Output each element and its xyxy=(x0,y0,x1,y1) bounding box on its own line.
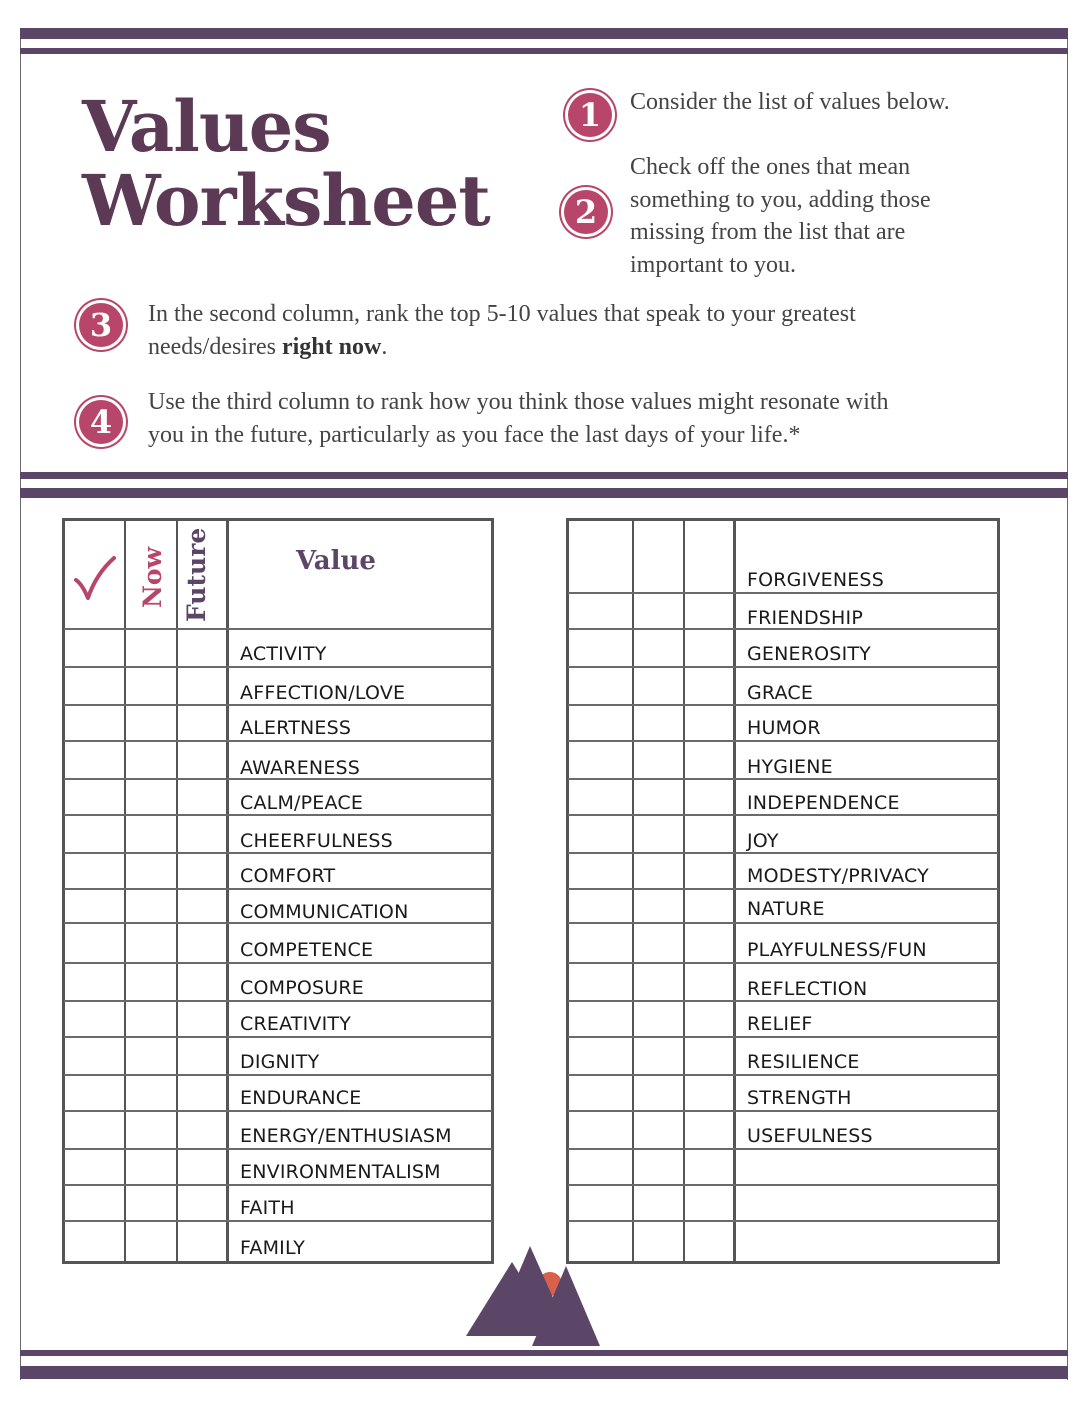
step-2-line: missing from the list that are xyxy=(630,219,906,245)
step-1-badge: 1 xyxy=(568,93,612,137)
step-3-text xyxy=(148,298,856,363)
table-row-line xyxy=(568,814,998,816)
step-2-line: Check off the ones that mean xyxy=(630,154,911,180)
bottom-band-thin xyxy=(20,1350,1068,1356)
value-item: JOY xyxy=(747,830,779,852)
top-band-thick xyxy=(20,28,1068,39)
table-row-line xyxy=(568,852,998,854)
table-row-line xyxy=(568,704,998,706)
title-line-2: Worksheet xyxy=(82,159,490,242)
table-row-line xyxy=(64,1184,492,1186)
future-column-header: Future xyxy=(182,527,211,622)
table-row-line xyxy=(568,1036,998,1038)
table-row-line xyxy=(64,740,492,742)
table-row-line xyxy=(64,1148,492,1150)
value-item: COMMUNICATION xyxy=(240,901,409,923)
value-item: ENDURANCE xyxy=(240,1087,362,1109)
step-4-line-2: you in the future, particularly as you face the last days of your life.* xyxy=(148,421,801,448)
table-row-line xyxy=(64,888,492,890)
value-item: COMFORT xyxy=(240,865,336,887)
value-item: DIGNITY xyxy=(240,1051,320,1073)
value-item: CALM/PEACE xyxy=(240,792,364,814)
table-row-line xyxy=(568,1110,998,1112)
table-row-line xyxy=(64,666,492,668)
value-item: ALERTNESS xyxy=(240,717,352,739)
step-3-line-2-pre: needs/desires xyxy=(148,333,282,360)
table-row-line xyxy=(568,666,998,668)
value-item: ACTIVITY xyxy=(240,643,327,665)
step-2-line: something to you, adding those xyxy=(630,186,931,213)
step-3-badge: 3 xyxy=(79,303,123,347)
bottom-band-thick xyxy=(20,1366,1068,1379)
table-row-line xyxy=(64,1000,492,1002)
value-item: AWARENESS xyxy=(240,757,361,779)
value-item: HUMOR xyxy=(747,717,821,739)
value-column-header: Value xyxy=(296,546,376,576)
value-item: FORGIVENESS xyxy=(747,569,884,591)
value-item: REFLECTION xyxy=(747,978,868,1000)
table-row-line xyxy=(568,922,998,924)
step-2-text xyxy=(630,151,931,281)
value-item: RESILIENCE xyxy=(747,1051,860,1073)
step-4-badge: 4 xyxy=(79,400,123,444)
mountain-sun-icon xyxy=(462,1242,602,1348)
value-item: INDEPENDENCE xyxy=(747,792,900,814)
value-item: COMPOSURE xyxy=(240,977,365,999)
table-row-line xyxy=(64,962,492,964)
table-row-line xyxy=(568,592,998,594)
now-column-header: Now xyxy=(138,546,167,608)
step-3-emphasis: right now xyxy=(281,333,382,360)
step-4-text xyxy=(148,386,889,451)
value-item: CREATIVITY xyxy=(240,1013,352,1035)
value-item: USEFULNESS xyxy=(747,1125,873,1147)
value-item: ENERGY/ENTHUSIASM xyxy=(240,1125,452,1147)
table-row-line xyxy=(568,1220,998,1222)
table-row-line xyxy=(568,1000,998,1002)
table-row-line xyxy=(64,628,492,630)
table-row-line xyxy=(64,852,492,854)
table-row-line xyxy=(64,1220,492,1222)
table-row-line xyxy=(64,704,492,706)
table-row-line xyxy=(568,1074,998,1076)
step-4-line-1: Use the third column to rank how you think those values might resonate with xyxy=(148,389,889,415)
value-item: COMPETENCE xyxy=(240,939,374,961)
check-mark-icon xyxy=(72,554,116,602)
table-row-line xyxy=(64,1036,492,1038)
step-2-line: important to you. xyxy=(630,251,796,278)
value-item: CHEERFULNESS xyxy=(240,830,393,852)
value-item: PLAYFULNESS/FUN xyxy=(747,939,927,961)
table-row-line xyxy=(568,778,998,780)
value-item: FAMILY xyxy=(240,1237,306,1259)
column-divider xyxy=(176,520,178,1264)
table-row-line xyxy=(568,888,998,890)
table-row-line xyxy=(64,1074,492,1076)
table-row-line xyxy=(568,962,998,964)
value-item: HYGIENE xyxy=(747,756,833,778)
value-item: GENEROSITY xyxy=(747,643,871,665)
middle-band-thin xyxy=(20,472,1068,479)
column-divider xyxy=(226,520,229,1264)
table-row-line xyxy=(64,814,492,816)
table-row-line xyxy=(568,1148,998,1150)
value-item: AFFECTION/LOVE xyxy=(240,682,406,704)
step-3-line-1: In the second column, rank the top 5-10 values that speak to your greatest xyxy=(148,301,856,327)
column-divider xyxy=(124,520,126,1264)
table-row-line xyxy=(64,1110,492,1112)
column-divider xyxy=(632,520,634,1264)
value-item: NATURE xyxy=(747,898,825,920)
page-title xyxy=(82,85,490,242)
value-item: GRACE xyxy=(747,682,814,704)
table-row-line xyxy=(568,1184,998,1186)
value-item: FAITH xyxy=(240,1197,295,1219)
step-1-text: Consider the list of values below. xyxy=(630,89,950,115)
value-item: MODESTY/PRIVACY xyxy=(747,865,929,887)
middle-band-thick xyxy=(20,488,1068,498)
value-item: ENVIRONMENTALISM xyxy=(240,1161,441,1183)
step-3-line-2-post: . xyxy=(381,333,388,360)
title-line-1: Values xyxy=(82,85,331,168)
column-divider xyxy=(683,520,685,1264)
top-band-thin xyxy=(20,48,1068,54)
column-divider xyxy=(733,520,736,1264)
value-item: FRIENDSHIP xyxy=(747,607,863,629)
value-item: STRENGTH xyxy=(747,1087,852,1109)
step-2-badge: 2 xyxy=(564,190,608,234)
value-item: RELIEF xyxy=(747,1013,813,1035)
table-row-line xyxy=(568,740,998,742)
